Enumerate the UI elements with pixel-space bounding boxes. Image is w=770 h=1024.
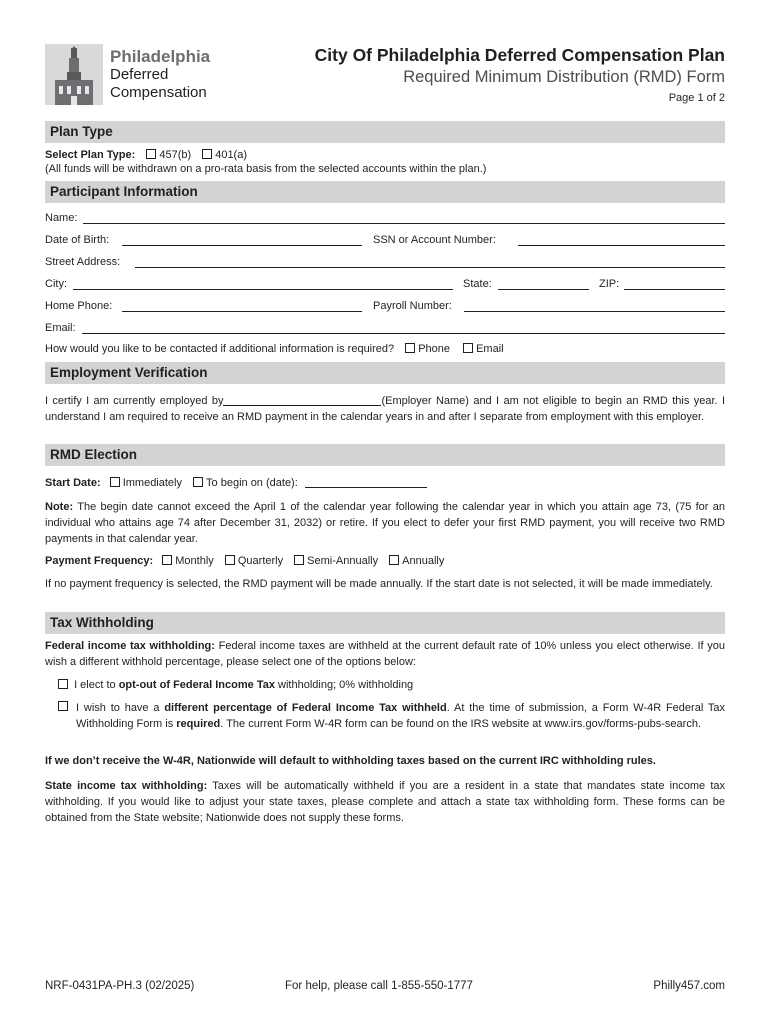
- state-text: Taxes will be automatically withheld if you are a resident in a state that mandates state income tax withholding. If you would like to adjust your state taxes, please complete and attach a state tax withholding form. These forms can be obtained from the State website; Nationwide does not supply these forms.: [45, 780, 726, 824]
- form-id: NRF-0431PA-PH.3 (02/2025): [45, 980, 195, 992]
- opt1-c: withholding; 0% withholding: [278, 679, 414, 691]
- opt1-b: opt-out of Federal Income Tax: [118, 679, 275, 691]
- section-tax-withholding: [45, 612, 725, 634]
- different-pct-checkbox-wrap: [58, 701, 72, 715]
- different-pct-text: [76, 700, 725, 732]
- home-phone-field[interactable]: [122, 311, 362, 312]
- freq-quarterly-label: Quarterly: [237, 555, 284, 567]
- employment-certification: [45, 393, 725, 425]
- frequency-label: Payment Frequency:: [45, 555, 154, 567]
- contact-phone-label: Phone: [418, 343, 451, 355]
- section-rmd-election: [45, 444, 725, 466]
- page-number: Page 1 of 2: [668, 92, 725, 104]
- contact-question: How would you like to be contacted if additional information is required?: [45, 343, 395, 355]
- opt2-b: different percentage of Federal Income Tax withheld: [164, 702, 447, 714]
- start-date-row: [45, 476, 725, 490]
- section-heading: RMD Election: [50, 447, 138, 462]
- city-label: City:: [45, 278, 67, 290]
- street-field[interactable]: [135, 267, 725, 268]
- employer-name-field[interactable]: [223, 396, 381, 406]
- employment-text-b: (Employer Name) and I am not eligible to begin an RMD this year. I understand I am required to receive an RMD payment in the calendar years in and after I separate from employment with this employer.: [45, 395, 726, 423]
- w4r-warning: [45, 753, 725, 769]
- name-field[interactable]: [83, 223, 725, 224]
- state-label: State income tax withholding:: [45, 780, 208, 792]
- logo-wordmark: [110, 48, 210, 102]
- fed-text: Federal income taxes are withheld at the current default rate of 10% unless you elect otherwise. If you wish a different withhold percentage, please select one of the options below:: [45, 640, 726, 668]
- note-text: The begin date cannot exceed the April 1 of the calendar year following the calendar year in which you attain age 73, (75 for an individual who attains age 74 after December 31, 2032) or retire. If you elect to defer your first RMD payment, you will receive two RMD payments in that calendar year.: [45, 501, 726, 545]
- freq-annually-label: Annually: [402, 555, 445, 567]
- freq-monthly-checkbox[interactable]: [162, 555, 172, 565]
- section-heading: Employment Verification: [50, 365, 208, 380]
- start-date-label: Start Date:: [45, 477, 101, 489]
- start-date-checkbox[interactable]: [193, 477, 203, 487]
- section-heading: Tax Withholding: [50, 615, 154, 630]
- opt1-a: I elect to: [74, 679, 116, 691]
- contact-email-label: Email: [476, 343, 504, 355]
- freq-quarterly-checkbox[interactable]: [225, 555, 235, 565]
- start-date-text: To begin on (date):: [206, 477, 298, 489]
- opt-out-checkbox[interactable]: [58, 679, 68, 689]
- payroll-label: Payroll Number:: [373, 300, 452, 312]
- freq-semi-checkbox[interactable]: [294, 555, 304, 565]
- w4r-warning-text: If we don’t receive the W-4R, Nationwide will default to withholding taxes based on the current IRC withholding rules.: [45, 755, 656, 767]
- section-participant: [45, 181, 725, 203]
- state-withholding-text: [45, 778, 725, 826]
- rmd-note: [45, 499, 725, 547]
- section-heading: Plan Type: [50, 124, 113, 139]
- freq-annually-checkbox[interactable]: [389, 555, 399, 565]
- logo-line1: Philadelphia: [110, 47, 211, 66]
- plan-type-note: (All funds will be withdrawn on a pro-rata basis from the selected accounts within the plan.): [45, 163, 487, 175]
- logo-line2: Deferred: [110, 66, 169, 83]
- plan-457b-checkbox[interactable]: [146, 149, 156, 159]
- name-label: Name:: [45, 212, 78, 224]
- start-immediately-checkbox[interactable]: [110, 477, 120, 487]
- section-plan-type: [45, 121, 725, 143]
- frequency-row: [45, 554, 725, 568]
- page-header: [45, 44, 725, 108]
- street-label: Street Address:: [45, 256, 121, 268]
- federal-withholding-text: [45, 638, 725, 670]
- ssn-label: SSN or Account Number:: [373, 234, 496, 246]
- dob-label: Date of Birth:: [45, 234, 110, 246]
- plan-457b-label: 457(b): [159, 149, 192, 161]
- zip-label: ZIP:: [599, 278, 620, 290]
- opt2-e: . The current Form W-4R form can be found on the IRS website at www.irs.gov/forms-pubs-search.: [220, 718, 702, 730]
- ssn-field[interactable]: [518, 245, 725, 246]
- start-date-field[interactable]: [305, 478, 427, 488]
- payroll-field[interactable]: [464, 311, 725, 312]
- employment-text-a: I certify I am currently employed by: [45, 395, 224, 407]
- opt-out-row: [58, 678, 725, 692]
- page-title: City Of Philadelphia Deferred Compensation Plan: [314, 45, 725, 65]
- opt2-d: required: [176, 718, 221, 730]
- page-subtitle: Required Minimum Distribution (RMD) Form: [403, 68, 725, 86]
- start-immediately-label: Immediately: [122, 477, 182, 489]
- plan-type-row: [45, 148, 725, 162]
- note-label: Note:: [45, 501, 74, 513]
- contact-row: [45, 342, 725, 356]
- state-field[interactable]: [498, 289, 589, 290]
- plan-401a-label: 401(a): [215, 149, 247, 161]
- plan-type-label: Select Plan Type:: [45, 149, 136, 161]
- plan-401a-checkbox[interactable]: [202, 149, 212, 159]
- section-employment: [45, 362, 725, 384]
- logo-line3: Compensation: [110, 84, 207, 101]
- city-field[interactable]: [73, 289, 453, 290]
- state-label: State:: [463, 278, 492, 290]
- email-field[interactable]: [82, 333, 725, 334]
- opt2-a: I wish to have a: [76, 702, 160, 714]
- frequency-default-text: If no payment frequency is selected, the RMD payment will be made annually. If the start date is not selected, it will be made immediately.: [45, 578, 713, 590]
- city-hall-logo-icon: [45, 44, 103, 105]
- email-label: Email:: [45, 322, 76, 334]
- title-block: [315, 44, 725, 104]
- home-phone-label: Home Phone:: [45, 300, 113, 312]
- opt2-c: . At the time of submission, a Form W-4R Federal Tax Withholding Form is: [76, 702, 725, 730]
- fed-label: Federal income tax withholding:: [45, 640, 215, 652]
- zip-field[interactable]: [624, 289, 725, 290]
- contact-phone-checkbox[interactable]: [405, 343, 415, 353]
- different-pct-checkbox[interactable]: [58, 701, 68, 711]
- help-line: For help, please call 1-855-550-1777: [285, 980, 473, 992]
- contact-email-checkbox[interactable]: [463, 343, 473, 353]
- website-link[interactable]: Philly457.com: [653, 980, 725, 992]
- freq-semi-label: Semi-Annually: [307, 555, 379, 567]
- dob-field[interactable]: [122, 245, 362, 246]
- section-heading: Participant Information: [50, 184, 198, 199]
- freq-monthly-label: Monthly: [175, 555, 214, 567]
